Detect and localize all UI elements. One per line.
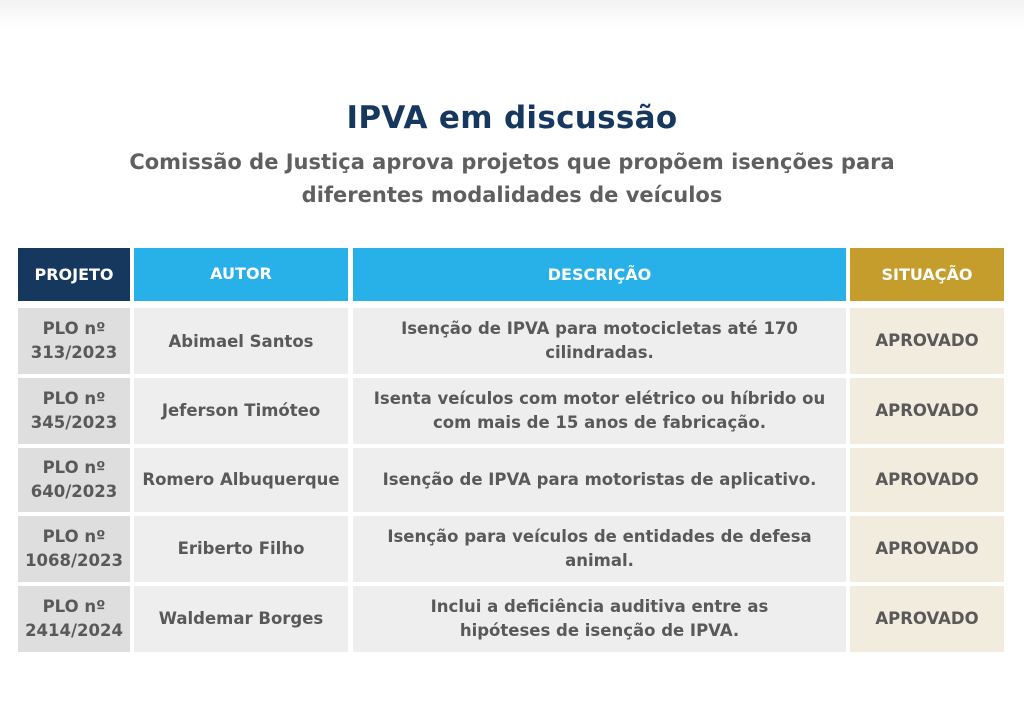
header-descricao-label: DESCRIÇÃO <box>547 265 652 284</box>
table-row-2-descricao <box>353 378 846 444</box>
projeto-prefix: PLO nº <box>42 597 106 616</box>
table-row-1-situacao <box>850 308 1004 374</box>
status-badge: APROVADO <box>875 609 979 628</box>
projeto-number: 345/2023 <box>30 413 118 432</box>
header-projeto <box>18 248 130 301</box>
autor-name: Jeferson Timóteo <box>161 401 321 420</box>
table-row-5-descricao <box>353 586 846 652</box>
header-autor <box>134 248 348 301</box>
table-row-4-projeto <box>18 516 130 582</box>
status-badge: APROVADO <box>875 331 979 350</box>
projeto-number: 640/2023 <box>30 482 118 501</box>
table-row-2-situacao <box>850 378 1004 444</box>
table-row-1-autor <box>134 308 348 374</box>
table-row-2-autor <box>134 378 348 444</box>
status-badge: APROVADO <box>875 401 979 420</box>
table-row-4-situacao <box>850 516 1004 582</box>
autor-name: Eriberto Filho <box>177 539 305 558</box>
projeto-prefix: PLO nº <box>42 527 106 546</box>
table-row-1-descricao <box>353 308 846 374</box>
page-title: IPVA em discussão <box>346 100 678 136</box>
header-situacao <box>850 248 1004 301</box>
descricao-text: Isenção de IPVA para motocicletas até 170 cilindradas. <box>401 319 798 362</box>
autor-name: Romero Albuquerque <box>142 470 340 489</box>
projeto-number: 1068/2023 <box>25 551 123 570</box>
projeto-prefix: PLO nº <box>42 458 106 477</box>
autor-name: Abimael Santos <box>168 332 314 351</box>
table-row-5-situacao <box>850 586 1004 652</box>
page-subtitle: Comissão de Justiça aprova projetos que propõem isenções para diferentes modalidades de veículos <box>129 150 895 207</box>
table-row-5-projeto <box>18 586 130 652</box>
table-row-3-descricao <box>353 448 846 512</box>
header-autor-label: AUTOR <box>210 264 272 283</box>
projeto-number: 2414/2024 <box>25 621 123 640</box>
descricao-text: Isenção para veículos de entidades de defesa animal. <box>387 527 812 570</box>
projeto-prefix: PLO nº <box>42 319 106 338</box>
top-strip <box>0 0 1024 30</box>
projeto-prefix: PLO nº <box>42 389 106 408</box>
table-row-5-autor <box>134 586 348 652</box>
table-row-1-projeto <box>18 308 130 374</box>
descricao-text: Isenta veículos com motor elétrico ou híbrido ou com mais de 15 anos de fabricação. <box>373 389 826 432</box>
table-row-4-descricao <box>353 516 846 582</box>
table-row-3-autor <box>134 448 348 512</box>
autor-name: Waldemar Borges <box>158 609 324 628</box>
table-row-4-autor <box>134 516 348 582</box>
status-badge: APROVADO <box>875 539 979 558</box>
descricao-text: Inclui a deficiência auditiva entre as hipóteses de isenção de IPVA. <box>430 597 769 640</box>
status-badge: APROVADO <box>875 470 979 489</box>
table-row-3-situacao <box>850 448 1004 512</box>
projeto-number: 313/2023 <box>30 343 118 362</box>
header-projeto-label: PROJETO <box>34 265 114 284</box>
table-row-2-projeto <box>18 378 130 444</box>
header-descricao <box>353 248 846 301</box>
header-situacao-label: SITUAÇÃO <box>881 265 973 284</box>
table-row-3-projeto <box>18 448 130 512</box>
descricao-text: Isenção de IPVA para motoristas de aplicativo. <box>382 470 817 489</box>
